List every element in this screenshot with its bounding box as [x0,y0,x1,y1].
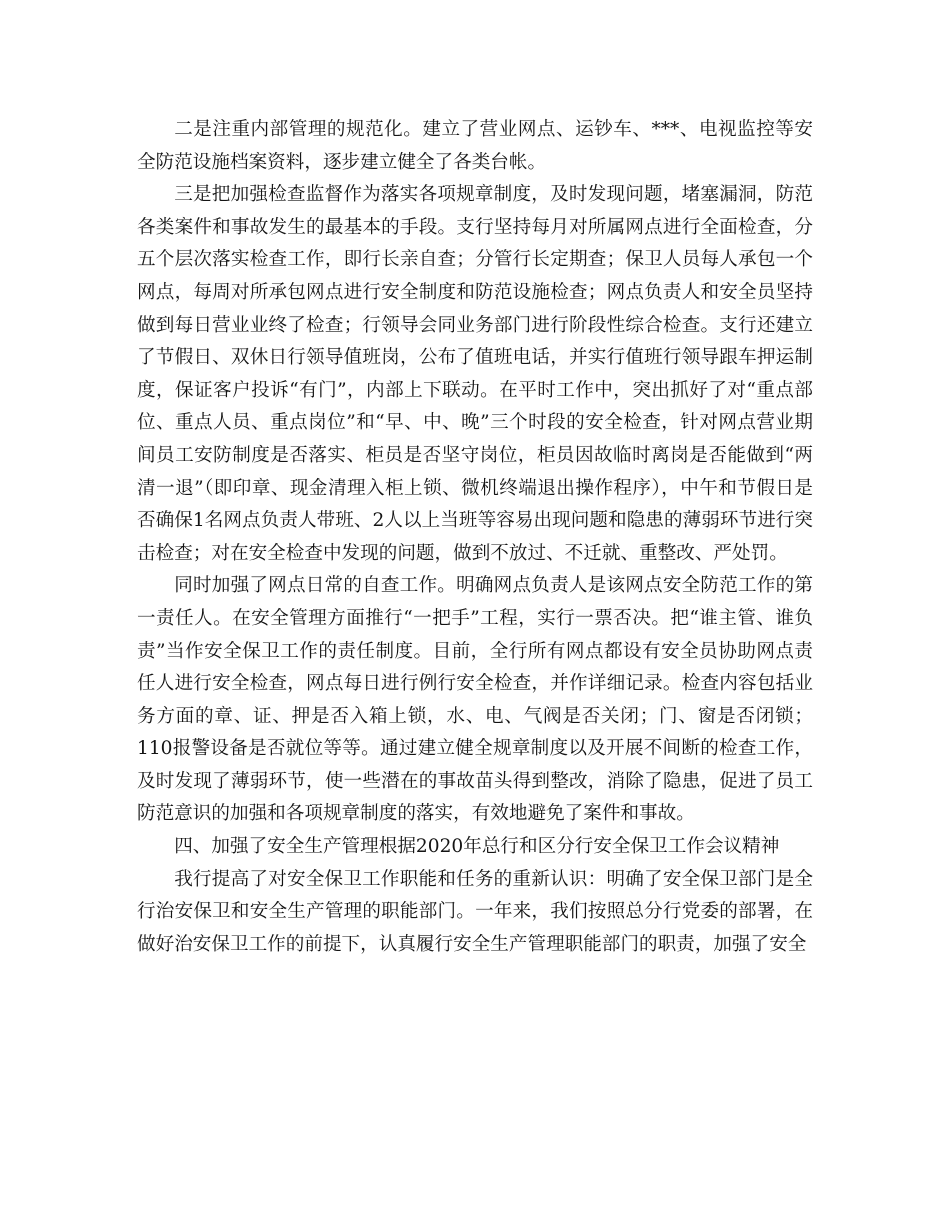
paragraph-self-inspection: 同时加强了网点日常的自查工作。明确网点负责人是该网点安全防范工作的第一责任人。在安全管理方面推行“一把手”工程，实行一票否决。把“谁主管、谁负责”当作安全保卫工作的责任制度。目前，全行所有网点都设有安全员协助网点责任人进行安全检查，网点每日进行例行安全检查，并作详细记录。检查内容包括业务方面的章、证、押是否入箱上锁，水、电、气阀是否关闭；门、窗是否闭锁；110报警设备是否就位等等。通过建立健全规章制度以及开展不间断的检查工作，及时发现了薄弱环节，使一些潜在的事故苗头得到整改，消除了隐患，促进了员工防范意识的加强和各项规章制度的落实，有效地避免了案件和事故。 [137,575,813,825]
paragraph-internal-management: 二是注重内部管理的规范化。建立了营业网点、运钞车、***、电视监控等安全防范设施档案资料，逐步建立健全了各类台帐。 [137,119,813,173]
paragraph-safety-awareness: 我行提高了对安全保卫工作职能和任务的重新认识：明确了安全保卫部门是全行治安保卫和安全生产管理的职能部门。一年来，我们按照总分行党委的部署，在做好治安保卫工作的前提下，认真履行安全生产管理职能部门的职责，加强了安全 [137,868,813,955]
section-heading-safety-production: 四、加强了安全生产管理根据2020年总行和区分行安全保卫工作会议精神 [174,836,780,858]
document-body [137,114,813,961]
paragraph-inspection-supervision: 三是把加强检查监督作为落实各项规章制度，及时发现问题，堵塞漏洞，防范各类案件和事故发生的最基本的手段。支行坚持每月对所属网点进行全面检查，分五个层次落实检查工作，即行长亲自查；分管行长定期查；保卫人员每人承包一个网点，每周对所承包网点进行安全制度和防范设施检查；网点负责人和安全员坚持做到每日营业业终了检查；行领导会同业务部门进行阶段性综合检查。支行还建立了节假日、双休日行领导值班岗，公布了值班电话，并实行值班行领导跟车押运制度，保证客户投诉“有门”，内部上下联动。在平时工作中，突出抓好了对“重点部位、重点人员、重点岗位”和“早、中、晚”三个时段的安全检查，针对网点营业期间员工安防制度是否落实、柜员是否坚守岗位，柜员因故临时离岗是否能做到“两清一退”（即印章、现金清理入柜上锁、微机终端退出操作程序），中午和节假日是否确保1名网点负责人带班、2人以上当班等容易出现问题和隐患的薄弱环节进行突击检查；对在安全检查中发现的问题，做到不放过、不迁就、重整改、严处罚。 [137,184,813,564]
